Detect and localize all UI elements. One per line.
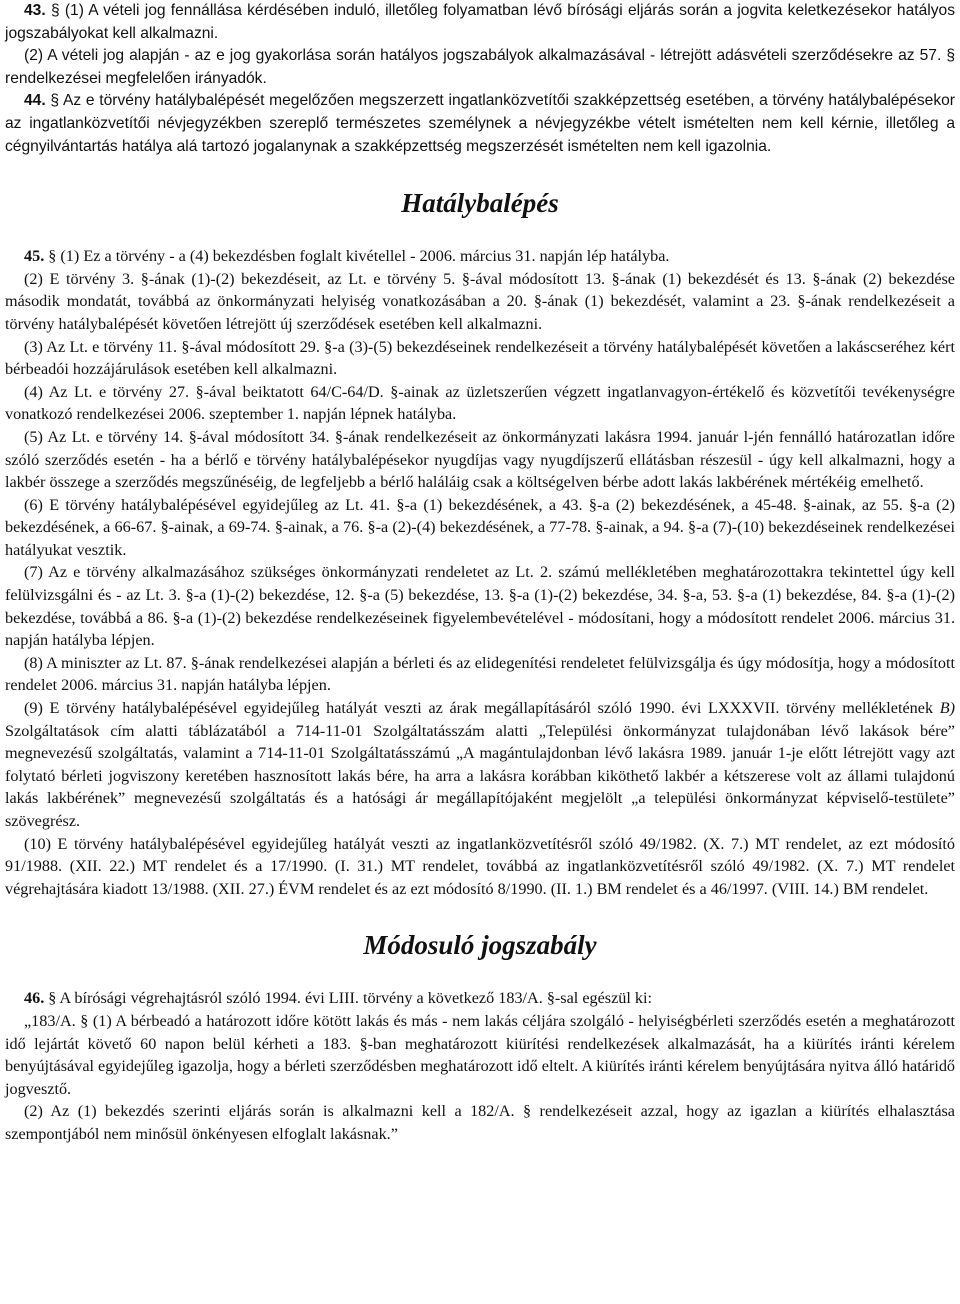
section-45-paragraph-3: (3) Az Lt. e törvény 11. §-ával módosított 29. §-a (3)-(5) bekezdéseinek rendelkezéseit a törvény hatálybalépését követően a lakáscseréhez kért bérbeadói hozzájárulások esetében kell alkalmazni.	[5, 337, 955, 379]
section-44-text-1: § Az e törvény hatálybalépését megelőzően megszerzett ingatlanközvetítői szakképzettség esetében, a törvény hatálybalépésekor az ingatlanközvetítői névjegyzékben szereplő természetes személynek a névjegyzékbe vételt ismételten nem kell kérnie, illetőleg a cégnyilvántartás hatálya alá tartozó jogalanynak a szakképzettség megszerzését ismételten nem kell igazolnia.	[5, 92, 955, 155]
heading-hatalybalepes: Hatálybalépés	[401, 188, 559, 219]
section-45-paragraph-2: (2) E törvény 3. §-ának (1)-(2) bekezdéseit, az Lt. e törvény 5. §-ával módosított 13. §-ának (1) bekezdését és 13. §-ának (2) bekezdése második mondatát, továbbá az önkormányzati helyiség vonatkozásában a 20. §-ának (1) bekezdését, valamint a 23. §-ának rendelkezéseit a törvény hatálybalépését követően létrejött új szerződések esetében kell alkalmazni.	[5, 269, 955, 333]
section-45-paragraph-5: (5) Az Lt. e törvény 14. §-ával módosított 34. §-ának rendelkezéseit az önkormányzati lakásra 1994. január l-jén fennálló határozatlan időre szóló szerződés esetén - ha a bérlő e törvény hatálybalépésekor nyugdíjas vagy nyugdíjszerű ellátásban részesül - úgy kell alkalmazni, hogy a lakbér összege a szerződés megszűnéséig, de legfeljebb a bérlő haláláig csak a költségelven bérbe adott lakás lakbérének mértékéig emelhető.	[5, 427, 955, 492]
section-45	[5, 245, 955, 900]
section-46-paragraph-3: (2) Az (1) bekezdés szerinti eljárás során is alkalmazni kell a 182/A. § rendelkezéseit azzal, hogy az igazlan a kiürítés elhalasztása szempontjából nem minősül önkényesen elfoglalt lakásnak.”	[5, 1102, 955, 1143]
section-45-number: 45.	[24, 247, 45, 266]
section-44-number: 44.	[24, 92, 46, 110]
section-45-paragraph-10: (10) E törvény hatálybalépésével egyidejűleg hatályát veszti az ingatlanközvetítésről szóló 49/1982. (X. 7.) MT rendelet, az ezt módosító 91/1988. (XII. 22.) MT rendelet és a 17/1990. (I. 31.) MT rendelet, továbbá az ingatlanközvetítésről szóló 49/1982. (X. 7.) MT rendelet végrehajtására kiadott 13/1988. (XII. 27.) ÉVM rendelet és az ezt módosító 8/1990. (II. 1.) BM rendelet és a 46/1997. (VIII. 14.) BM rendelet.	[5, 834, 955, 898]
section-46-paragraph-2: „183/A. § (1) A bérbeadó a határozott időre kötött lakás és más - nem lakás céljára szolgáló - helyiségbérleti szerződés esetén a meghatározott idő lejártát követő 60 napon belül kérheti a 183. §-ban meghatározott kiürítési rendelkezések alkalmazását, ha a kiürítés iránti kérelem benyújtásával egyidejűleg igazolja, hogy a bérleti szerződésben meghatározott idő eltelt. A kiürítés iránti kérelem benyújtására nyitva álló határidő jogvesztő.	[5, 1011, 955, 1098]
section-45-paragraph-1	[5, 245, 955, 268]
section-43-paragraph-2: (2) A vételi jog alapján - az e jog gyakorlása során hatályos jogszabályok alkalmazásával - létrejött adásvételi szerződésekre az 57. § rendelkezései megfelelően irányadók.	[5, 47, 955, 87]
section-46-paragraph-1	[5, 987, 955, 1010]
section-44	[5, 90, 955, 158]
section-46-text-1: § A bírósági végrehajtásról szóló 1994. évi LIII. törvény a következő 183/A. §-sal egészül ki:	[48, 989, 653, 1008]
heading-modosulo-jogszabaly: Módosuló jogszabály	[363, 930, 597, 961]
section-43-paragraph-1	[5, 0, 955, 45]
section-45-text-9a: (9) E törvény hatálybalépésével egyidejűleg hatályát veszti az árak megállapításáról szóló 1990. évi LXXXVII. törvény mellékletének	[24, 699, 940, 718]
section-45-text-1: § (1) Ez a törvény - a (4) bekezdésben foglalt kivétellel - 2006. március 31. napján lép hatályba.	[48, 247, 670, 266]
section-45-paragraph-7: (7) Az e törvény alkalmazásához szükséges önkormányzati rendeletet az Lt. 2. számú mellékletében meghatározottakra tekintettel úgy kell felülvizsgálni és - az Lt. 3. §-a (1)-(2) bekezdése, 12. §-a (5) bekezdése, 13. §-a (1)-(2) bekezdése, 34. §-a, 53. §-a (1) bekezdése, 84. §-a (1)-(2) bekezdése, továbbá a 86. §-a (1)-(2) bekezdése rendelkezéseinek figyelembevételével - módosítani, hogy a módosított rendelet 2006. március 31. napján hatályba lépjen.	[5, 563, 955, 650]
section-43	[5, 0, 955, 90]
section-45-paragraph-9	[5, 697, 955, 833]
section-45-paragraph-4: (4) Az Lt. e törvény 27. §-ával beiktatott 64/C-64/D. §-ainak az üzletszerűen végzett ingatlanvagyon-értékelő és közvetítői tevékenységre vonatkozó rendelkezései 2006. szeptember 1. napján lépnek hatályba.	[5, 382, 955, 424]
section-46	[5, 987, 955, 1145]
section-45-text-9c: Szolgáltatások cím alatti táblázatából a 714-11-01 Szolgáltatásszám alatti „Települési önkormányzat tulajdonában lévő lakások bére” megnevezésű szolgáltatás, valamint a 714-11-01 Szolgáltatásszámú „A magántulajdonban lévő lakásra 1989. január 1-je előtt létrejött vagy azt folytató bérleti jogviszony keretében hasznosított lakás bére, ha arra a lakásra korábban kiköthető lakbér a kétszerese volt az állami tulajdonú lakás lakbérének” megnevezésű szolgáltatás és a hatósági ár megállapítójaként megjelölt „a települési önkormányzat képviselő-testülete” szövegrész.	[5, 721, 955, 830]
section-43-number: 43.	[24, 2, 46, 19]
section-45-paragraph-6: (6) E törvény hatálybalépésével egyidejűleg az Lt. 41. §-a (1) bekezdésének, a 43. §-a (2) bekezdésének, a 45-48. §-ainak, az 55. §-a (2) bekezdésének, a 66-67. §-ainak, a 69-74. §-ainak, a 76. §-a (2)-(4) bekezdésének, a 77-78. §-ainak, a 94. §-a (7)-(10) bekezdéseinek rendelkezései hatályukat vesztik.	[5, 495, 955, 559]
section-45-text-9b: B)	[939, 699, 955, 718]
section-45-paragraph-8: (8) A miniszter az Lt. 87. §-ának rendelkezései alapján a bérleti és az elidegenítési rendeletet felülvizsgálja és úgy módosítja, hogy a módosított rendelet 2006. március 31. napján hatályba lépjen.	[5, 653, 955, 695]
section-44-paragraph-1	[5, 90, 955, 158]
section-46-number: 46.	[24, 989, 45, 1008]
section-43-text-1: § (1) A vételi jog fennállása kérdésében induló, illetőleg folyamatban lévő bírósági eljárás során a jogvita keletkezésekor hatályos jogszabályokat kell alkalmazni.	[5, 2, 955, 42]
